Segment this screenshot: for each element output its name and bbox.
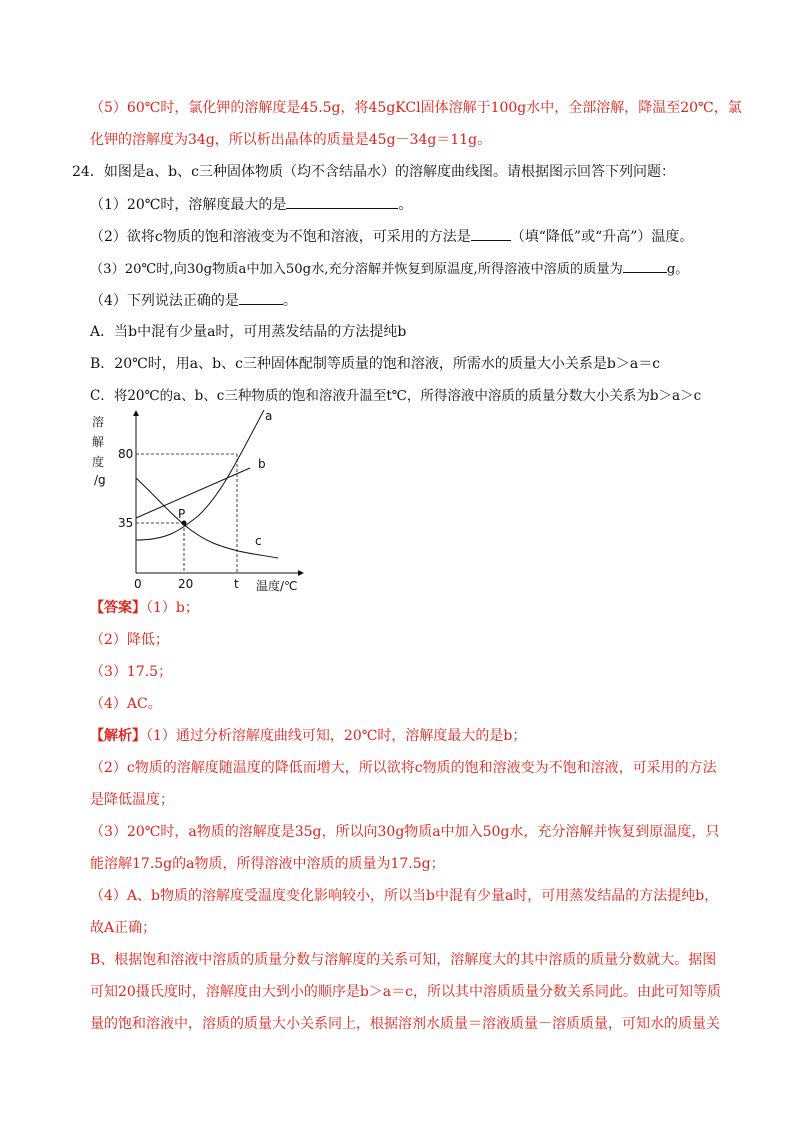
question-24-part-3: （3）20℃时,向30g物质a中加入50g水,充分溶解并恢复到原温度,所得溶液中溶质的质量为 g。 — [90, 258, 688, 280]
analysis-line-4: （3）20℃时，a物质的溶解度是35g，所以向30g物质a中加入50g水，充分溶解并恢复到原温度，只 — [90, 824, 720, 840]
curve-c-label: c — [255, 534, 262, 548]
answer-blank-2 — [471, 226, 511, 241]
y-label-char-1: 溶 — [92, 415, 105, 429]
y-tick-80: 80 — [118, 447, 134, 461]
analysis-line-1: 【解析】（1）通过分析溶解度曲线可知，20℃时，溶解度最大的是b； — [90, 728, 527, 744]
y-label-char-2: 解 — [92, 435, 105, 449]
question-24-part-2: （2）欲将c物质的饱和溶液变为不饱和溶液，可采用的方法是 （填“降低”或“升高”）温度。 — [90, 226, 693, 247]
option-c: C．将20℃的a、b、c三种物质的饱和溶液升温至t℃，所得溶液中溶质的质量分数大小关系为b＞a＞c — [90, 388, 702, 404]
x-tick-0: 0 — [134, 577, 142, 591]
analysis-line-5: 能溶解17.5g的a物质，所得溶液中溶质的质量为17.5g； — [90, 856, 445, 872]
option-b: B．20℃时，用a、b、c三种固体配制等质量的饱和溶液，所需水的质量大小关系是b＞a＝c — [90, 356, 661, 372]
answer-line-2: （2）降低； — [90, 632, 169, 648]
question-24-stem: 24．如图是a、b、c三种固体物质（均不含结晶水）的溶解度曲线图。请根据图示回答下列问题： — [72, 164, 675, 180]
solution-5-line-1: （5）60℃时，氯化钾的溶解度是45.5g，将45gKCl固体溶解于100g水中，全部溶解，降温至20℃，氯 — [90, 100, 742, 116]
point-p-label: P — [178, 507, 186, 521]
curve-b-label: b — [258, 457, 266, 471]
x-axis-arrow — [298, 570, 304, 576]
analysis-line-2: （2）c物质的溶解度随温度的降低而增大，所以欲将c物质的饱和溶液变为不饱和溶液，可采用的方法 — [90, 760, 717, 776]
solution-5-line-2: 化钾的溶解度为34g，所以析出晶体的质量是45g－34g＝11g。 — [90, 132, 492, 148]
answer-line-3: （3）17.5； — [90, 664, 173, 680]
y-axis-arrow — [133, 410, 139, 416]
solubility-curve-chart — [88, 408, 308, 593]
curve-a-label: a — [265, 409, 273, 423]
analysis-line-7: 故A正确； — [90, 920, 157, 936]
analysis-tag: 【解析】 — [90, 728, 146, 744]
question-24-part-1: （1）20℃时，溶解度最大的是 。 — [90, 194, 412, 215]
x-tick-t: t — [234, 577, 239, 591]
point-p — [182, 521, 187, 526]
question-24-part-4: （4）下列说法正确的是 。 — [90, 290, 297, 311]
analysis-line-6: （4）A、b物质的溶解度受温度变化影响较小，所以当b中混有少量a时，可用蒸发结晶的方法提纯b， — [90, 888, 719, 904]
x-axis-label: 温度/℃ — [256, 579, 298, 593]
curve-b — [136, 468, 250, 518]
y-tick-35: 35 — [118, 516, 134, 530]
analysis-line-8: B、根据饱和溶液中溶质的质量分数与溶解度的关系可知，溶解度大的其中溶质的质量分数就大。据图 — [90, 952, 717, 968]
answer-blank-1 — [286, 194, 398, 209]
analysis-line-3: 是降低温度； — [90, 792, 174, 808]
answer-blank-3 — [623, 258, 667, 273]
y-label-char-4: /g — [94, 473, 106, 487]
answer-line-4: （4）AC。 — [90, 696, 162, 712]
x-tick-20: 20 — [178, 577, 194, 591]
answer-blank-4 — [239, 290, 283, 305]
curve-a — [136, 410, 264, 540]
y-label-char-3: 度 — [92, 455, 105, 469]
analysis-line-9: 可知20摄氏度时，溶解度由大到小的顺序是b＞a＝c，所以其中溶质质量分数关系同此。由此可知等质 — [90, 984, 721, 1000]
answer-line-1: 【答案】（1）b； — [90, 600, 199, 616]
option-a: A．当b中混有少量a时，可用蒸发结晶的方法提纯b — [90, 324, 407, 340]
answer-tag: 【答案】 — [90, 600, 146, 616]
analysis-line-10: 量的饱和溶液中，溶质的质量大小关系同上，根据溶剂水质量＝溶液质量－溶质质量，可知水的质量关 — [90, 1016, 720, 1032]
